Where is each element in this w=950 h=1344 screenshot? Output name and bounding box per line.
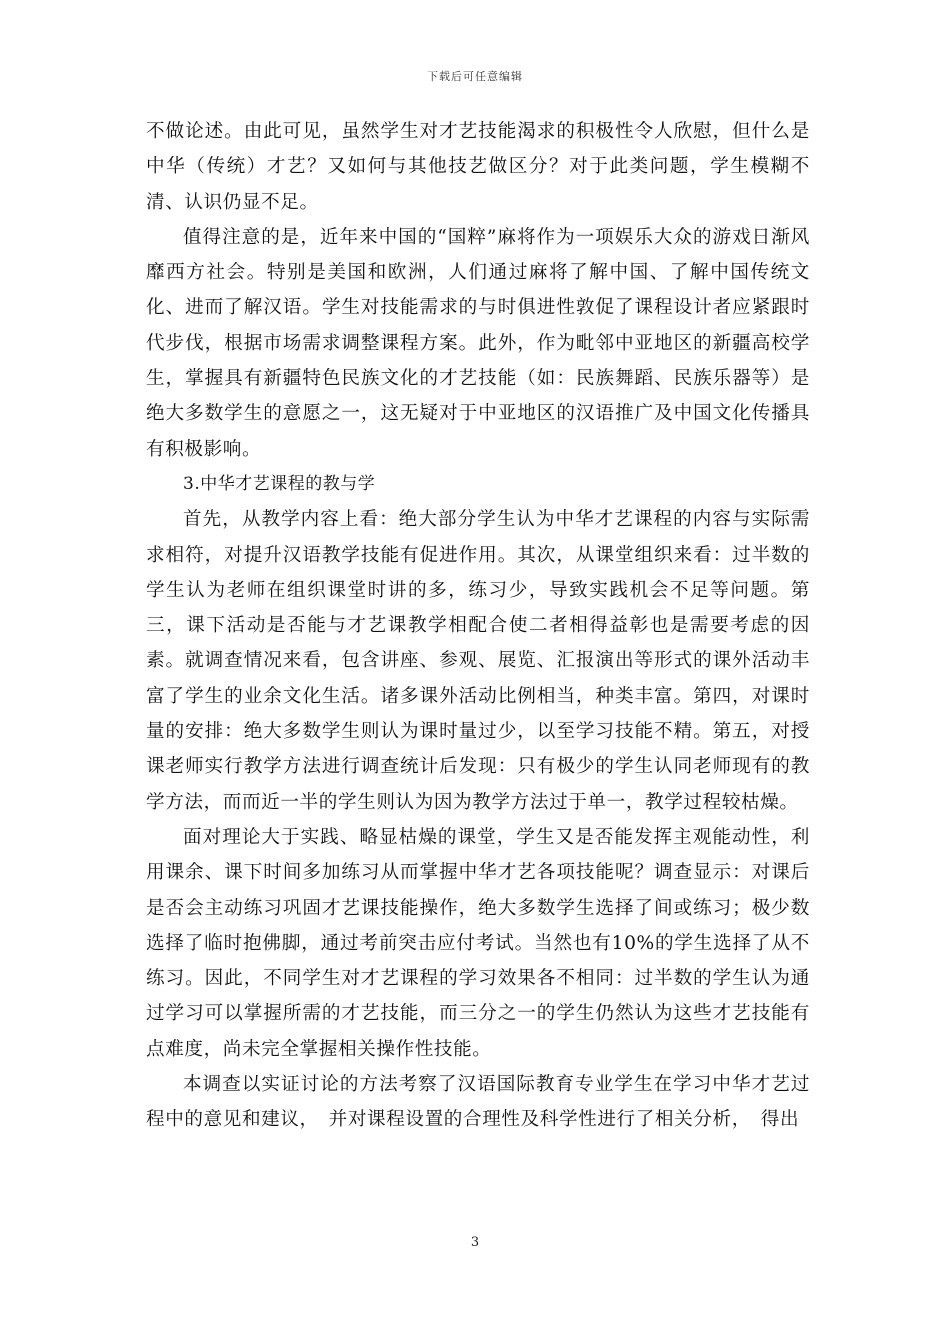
page-number: 3 (470, 1235, 480, 1250)
paragraph-conclusion: 本调查以实证讨论的方法考察了汉语国际教育专业学生在学习中华才艺过程中的意见和建议， 并对课程设置的合理性及科学性进行了相关分析， 得出 (146, 1074, 810, 1131)
page-header: 下载后可任意编辑 (427, 70, 523, 83)
paragraph-practice: 面对理论大于实践、略显枯燥的课堂，学生又是否能发挥主观能动性，利用课余、课下时间多加练习从而掌握中华才艺各项技能呢？调查显示：对课后是否会主动练习巩固才艺课技能操作，绝大多数学生选择了间或练习；极少数选择了临时抱佛脚，通过考前突击应付考试。当然也有10%的学生选择了从不练习。因此，不同学生对才艺课程的学习效果各不相同：过半数的学生认为通过学习可以掌握所需的才艺技能，而三分之一的学生仍然认为这些才艺技能有点难度，尚未完全掌握相关操作性技能。 (146, 826, 810, 1060)
paragraph-teaching: 首先，从教学内容上看：绝大部分学生认为中华才艺课程的内容与实际需求相符，对提升汉语教学技能有促进作用。其次，从课堂组织来看：过半数的学生认为老师在组织课堂时讲的多，练习少，导致实践机会不足等问题。第三，课下活动是否能与才艺课教学相配合使二者相得益彰也是需要考虑的因素。就调查情况来看，包含讲座、参观、展览、汇报演出等形式的课外活动丰富了学生的业余文化生活。诸多课外活动比例相当，种类丰富。第四，对课时量的安排：绝大多数学生则认为课时量过少，以至学习技能不精。第五，对授课老师实行教学方法进行调查统计后发现：只有极少的学生认同老师现有的教学方法，而而近一半的学生则认为因为教学方法过于单一，教学过程较枯燥。 (146, 509, 810, 813)
document-body (146, 114, 810, 1138)
section-heading: 3.中华才艺课程的教与学 (183, 473, 376, 494)
paragraph-mahjong: 值得注意的是，近年来中国的“国粹”麻将作为一项娱乐大众的游戏日渐风靡西方社会。特别是美国和欧洲，人们通过麻将了解中国、了解中国传统文化、进而了解汉语。学生对技能需求的与时俱进性敦促了课程设计者应紧跟时代步伐，根据市场需求调整课程方案。此外，作为毗邻中亚地区的新疆高校学生，掌握具有新疆特色民族文化的才艺技能（如：民族舞蹈、民族乐器等）是绝大多数学生的意愿之一，这无疑对于中亚地区的汉语推广及中国文化传播具有积极影响。 (146, 226, 810, 460)
paragraph-continuation: 不做论述。由此可见，虽然学生对才艺技能渴求的积极性令人欣慰，但什么是中华（传统）才艺？又如何与其他技艺做区分？对于此类问题，学生模糊不清、认识仍显不足。 (146, 121, 810, 213)
